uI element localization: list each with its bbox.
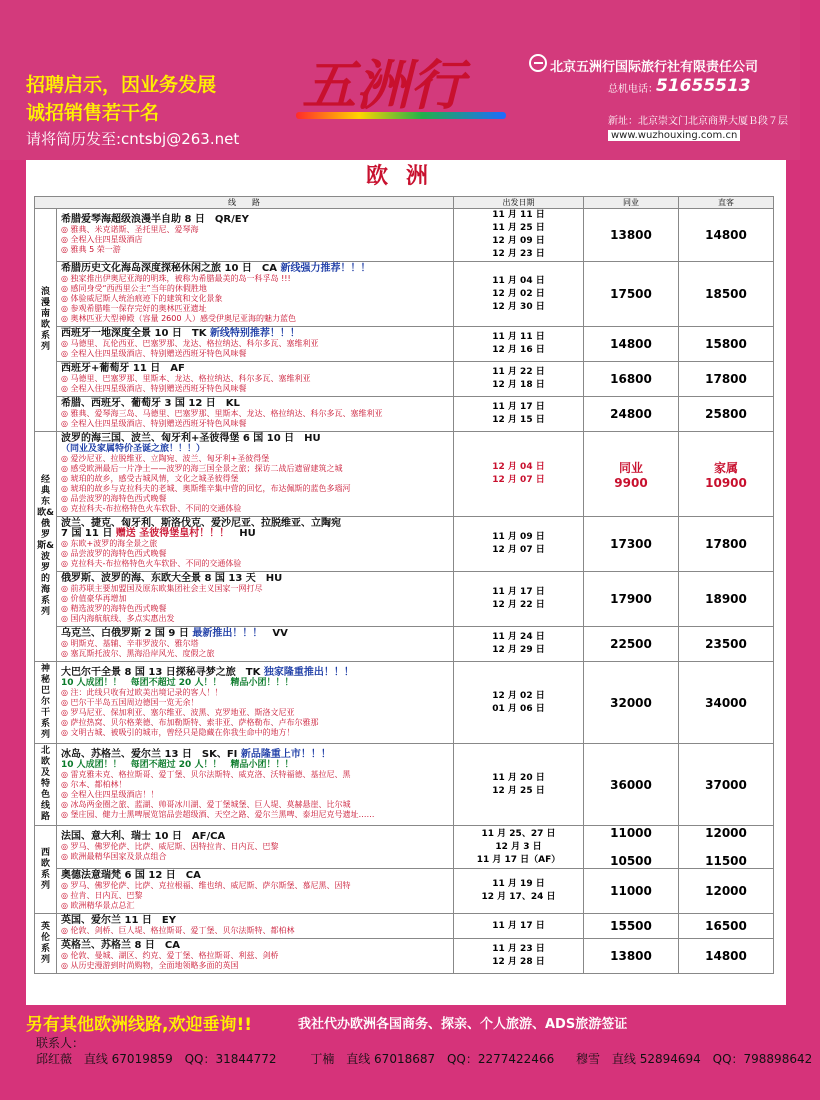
route-item: ◎ 欧洲精华景点总汇 xyxy=(61,901,449,911)
route-name-2: 7 国 11 日 xyxy=(61,528,113,539)
route-title xyxy=(61,434,449,444)
route-title xyxy=(61,399,449,409)
route-item: ◎ 独家推出伊奥尼亚海的明珠，被称为希腊最美的岛一科孚岛 !!! xyxy=(61,274,449,284)
table-row xyxy=(35,397,774,432)
departure-date: 11 月 23 日 xyxy=(492,944,545,954)
route-item: ◎ 全程入住四星级酒店！！ xyxy=(61,790,449,800)
departure-date: 11 月 17 日 xyxy=(492,920,545,931)
route-tag: 最新推出！！！ xyxy=(192,628,263,639)
route-name: 西班牙+葡萄牙 11 日 AF xyxy=(61,363,185,374)
retail-price: 12000 11500 xyxy=(679,826,774,869)
departure-date: 01 月 06 日 xyxy=(492,703,545,714)
departure-date: 12 月 29 日 xyxy=(492,645,545,655)
route-item: ◎ 注：此线只收有过欧美出境记录的客人！！ xyxy=(61,688,449,698)
departure-date: 11 月 11 日 xyxy=(492,210,545,220)
date-cell xyxy=(454,209,584,262)
trade-price: 11000 10500 xyxy=(584,826,679,869)
section-label: 北欧及特色线路 xyxy=(35,744,57,826)
col-retail-price: 直客 xyxy=(679,197,774,209)
departure-date: 12 月 02 日 xyxy=(492,690,545,701)
retail-price: 18900 xyxy=(679,572,774,627)
route-item: ◎ 从历史漫游到时尚购物，全面地领略多面的英国 xyxy=(61,961,449,971)
table-row xyxy=(35,572,774,627)
departure-date: 12 月 04 日 xyxy=(492,462,545,472)
retail-price: 15800 xyxy=(679,327,774,362)
date-cell xyxy=(454,362,584,397)
route-title xyxy=(61,916,449,926)
table-row xyxy=(35,826,774,869)
date-cell xyxy=(454,397,584,432)
route-item: ◎ 价值豪华再增加 xyxy=(61,594,449,604)
contact-qq: QQ：2277422466 xyxy=(446,1052,555,1066)
departure-date: 12 月 15 日 xyxy=(492,415,545,425)
route-cell xyxy=(57,744,454,826)
trade-price: 13800 xyxy=(584,939,679,974)
route-title xyxy=(61,832,449,842)
route-title xyxy=(61,668,449,678)
trade-price: 14800 xyxy=(584,327,679,362)
route-name: 英格兰、苏格兰 8 日 CA xyxy=(61,940,180,951)
departure-date: 11 月 09 日 xyxy=(492,532,545,542)
route-item: ◎ 全程入住四星级酒店 xyxy=(61,235,449,245)
route-item: ◎ 萨拉热窝、贝尔格莱德、布加勒斯特、索非亚、萨格勒布、卢布尔雅那 xyxy=(61,718,449,728)
visa-service: 我社代办欧洲各国商务、探亲、个人旅游、ADS旅游签证 xyxy=(298,1017,628,1032)
table-row xyxy=(35,432,774,517)
contact-name: 邱红薇 xyxy=(36,1052,73,1066)
route-item: ◎ 罗马、佛罗伦萨、比萨、克拉根福、维也纳、威尼斯、萨尔斯堡、慕尼黑、因特 xyxy=(61,881,449,891)
route-title xyxy=(61,574,449,584)
date-cell xyxy=(454,869,584,914)
route-item: ◎ 琥珀的故乡，感受古城风情，文化之城圣彼得堡 xyxy=(61,474,449,484)
route-cell xyxy=(57,517,454,572)
contact-name: 穆雪 xyxy=(576,1052,601,1066)
contact-label: 联系人： xyxy=(36,1036,85,1050)
date-cell xyxy=(454,517,584,572)
route-item: ◎ 雷克雅未克、格拉斯哥、爱丁堡、贝尔法斯特、威克洛、沃特福德、基拉尼、黑 xyxy=(61,770,449,780)
route-item: ◎ 尔本、都柏林！ xyxy=(61,780,449,790)
date-cell xyxy=(454,572,584,627)
route-tag: 新线强力推荐！！！ xyxy=(280,263,371,274)
route-tag: 赠送 圣彼得堡皇村！！！ xyxy=(115,528,230,539)
retail-price: 家属 10900 xyxy=(679,432,774,517)
route-title xyxy=(61,364,449,374)
route-item: ◎ 塞瓦斯托波尔、黑海沿岸风光、度假之旅 xyxy=(61,649,449,659)
route-title xyxy=(61,519,449,539)
route-cell xyxy=(57,939,454,974)
contact-qq: QQ：798898642 xyxy=(712,1052,813,1066)
departure-date: 11 月 17 日（AF） xyxy=(476,854,561,865)
departure-date: 12 月 28 日 xyxy=(492,957,545,967)
route-item: ◎ 拉肯、日内瓦、巴黎 xyxy=(61,891,449,901)
trade-price: 24800 xyxy=(584,397,679,432)
route-item: ◎ 伦敦、剑桥、巨人堤、格拉斯哥、爱丁堡、贝尔法斯特、都柏林 xyxy=(61,926,449,936)
route-item: ◎ 品尝波罗的海特色西式晚餐 xyxy=(61,549,449,559)
route-item: ◎ 全程入住四星级酒店、特别赠送西班牙特色风味餐 xyxy=(61,349,449,359)
route-name: 奥德法意瑞梵 6 国 12 日 CA xyxy=(61,870,201,881)
recruit-line-1: 招聘启示，因业务发展 xyxy=(26,74,217,96)
table-row xyxy=(35,939,774,974)
trade-price: 13800 xyxy=(584,209,679,262)
route-item: ◎ 克拉科夫-布拉格特色火车软卧、不同的交通体验 xyxy=(61,504,449,514)
route-name: 乌克兰、白俄罗斯 2 国 9 日 xyxy=(61,628,189,639)
route-name: 希腊爱琴海超级浪漫半自助 8 日 QR/EY xyxy=(61,214,249,225)
recruit-email: 请将简历发至:cntsbj@263.net xyxy=(26,130,240,148)
trade-price: 32000 xyxy=(584,662,679,744)
route-item: ◎ 爱沙尼亚、拉脱维亚、立陶宛、波兰、匈牙利+圣彼得堡 xyxy=(61,454,449,464)
table-header xyxy=(35,197,774,209)
route-item: ◎ 明斯克、基辅、辛菲罗波尔、雅尔塔 xyxy=(61,639,449,649)
route-item: ◎ 文明古城、被吸引的城市，曾经只是隐藏在你我生命中的地方！ xyxy=(61,728,449,738)
route-cell xyxy=(57,826,454,869)
route-item: ◎ 奥林匹亚大型神殿（容量 2600 人）感受伊奥尼亚海的魅力蓝色 xyxy=(61,314,449,324)
trade-price: 36000 xyxy=(584,744,679,826)
section-label: 西欧系列 xyxy=(35,826,57,914)
route-title xyxy=(61,264,449,274)
route-name: 西班牙一地深度全景 10 日 TK xyxy=(61,328,207,339)
contact-name: 丁楠 xyxy=(310,1052,335,1066)
company-name: 北京五洲行国际旅行社有限责任公司 xyxy=(550,60,759,75)
contact-line: 直线 67019859 xyxy=(83,1052,173,1066)
col-trade-price: 同业 xyxy=(584,197,679,209)
departure-date: 11 月 24 日 xyxy=(492,632,545,642)
route-item: ◎ 东欧+波罗的海全景之旅 xyxy=(61,539,449,549)
table-row xyxy=(35,662,774,744)
route-highlight: 10 人成团！！ 每团不超过 20 人！！ 精品小团！！！ xyxy=(61,677,294,688)
route-name: 大巴尔干全景 8 国 13 日探秘寻梦之旅 TK xyxy=(61,666,261,678)
route-tag: 新品隆重上市！！！ xyxy=(240,748,331,760)
tel-label: 总机电话： xyxy=(608,84,658,95)
departure-date: 11 月 25、27 日 xyxy=(481,828,556,839)
route-name: 俄罗斯、波罗的海、东欧大全景 8 国 13 天 HU xyxy=(61,573,283,584)
date-cell xyxy=(454,826,584,869)
route-item: ◎ 马德里、瓦伦西亚、巴塞罗那、龙达、格拉纳达、科尔多瓦、塞维利亚 xyxy=(61,339,449,349)
section-label: 神秘巴尔干系列 xyxy=(35,662,57,744)
route-sheet xyxy=(26,160,786,1005)
route-cell xyxy=(57,627,454,662)
departure-date: 12 月 02 日 xyxy=(492,288,545,299)
logo-text: 五洲行 xyxy=(302,53,464,117)
trade-price: 11000 xyxy=(584,869,679,914)
trade-price: 17300 xyxy=(584,517,679,572)
route-tag: 独家隆重推出！！！ xyxy=(263,666,354,678)
route-item: ◎ 欧洲最精华国家及景点组合 xyxy=(61,852,449,862)
route-cell xyxy=(57,262,454,327)
trade-price: 17900 xyxy=(584,572,679,627)
route-tag: 新线特别推荐！！！ xyxy=(209,328,300,339)
header xyxy=(0,0,800,160)
departure-date: 12 月 07 日 xyxy=(492,475,545,485)
route-item: ◎ 雅典、米克诺斯、圣托里尼、爱琴海 xyxy=(61,225,449,235)
route-item: ◎ 全程入住四星级酒店、特别赠送西班牙特色风味餐 xyxy=(61,419,449,429)
departure-date: 12 月 07 日 xyxy=(492,545,545,555)
retail-price: 37000 xyxy=(679,744,774,826)
departure-date: 11 月 25 日 xyxy=(492,223,545,233)
trade-price: 同业 9900 xyxy=(584,432,679,517)
table-row xyxy=(35,627,774,662)
tel-number: 51655513 xyxy=(656,76,751,96)
page-title: 欧洲 xyxy=(365,164,446,189)
table-row xyxy=(35,327,774,362)
route-item: ◎ 克拉科夫-布拉格特色火车软卧、不同的交通体验 xyxy=(61,559,449,569)
date-cell xyxy=(454,262,584,327)
departure-date: 12 月 23 日 xyxy=(492,249,545,259)
departure-date: 12 月 3 日 xyxy=(495,841,542,852)
route-cell xyxy=(57,869,454,914)
departure-date: 11 月 22 日 xyxy=(492,367,545,377)
table-body xyxy=(35,209,774,974)
route-title xyxy=(61,871,449,881)
date-cell xyxy=(454,662,584,744)
route-item: ◎ 雅典、爱琴海三岛、马德里、巴塞罗那、里斯本、龙达、格拉纳达、科尔多瓦、塞维利亚 xyxy=(61,409,449,419)
retail-price: 25800 xyxy=(679,397,774,432)
contact-row xyxy=(36,1050,813,1067)
route-airline: VV xyxy=(272,628,288,639)
trade-price: 17500 xyxy=(584,262,679,327)
company-box xyxy=(528,52,788,150)
col-route: 线 路 xyxy=(35,197,454,209)
route-item: ◎ 雅典 5 荣一游 xyxy=(61,245,449,255)
route-cell xyxy=(57,397,454,432)
departure-date: 12 月 17、24 日 xyxy=(481,892,556,902)
route-cell xyxy=(57,432,454,517)
route-title xyxy=(61,329,449,339)
route-item: ◎ 堡庄园、健力士黑啤展览馆品尝超级酒、天空之路、爱尔兰黑啤、泰坦尼克号遗址…… xyxy=(61,810,449,820)
route-item: ◎ 巴尔干半岛五国周边德国一览无余！ xyxy=(61,698,449,708)
route-cell xyxy=(57,209,454,262)
route-cell xyxy=(57,327,454,362)
route-cell xyxy=(57,572,454,627)
departure-date: 12 月 16 日 xyxy=(492,345,545,355)
route-item: ◎ 伦敦、曼城、湖区、约克、爱丁堡、格拉斯哥、利兹、剑桥 xyxy=(61,951,449,961)
route-item: ◎ 感同身受“西西里公主”当年的休假胜地 xyxy=(61,284,449,294)
route-item: ◎ 体验威尼斯人统治痕迹下的建筑和文化景象 xyxy=(61,294,449,304)
recruit-line-2: 诚招销售若干名 xyxy=(26,102,160,124)
departure-date: 11 月 20 日 xyxy=(492,772,545,783)
trade-price: 15500 xyxy=(584,914,679,939)
route-cell xyxy=(57,362,454,397)
table-row xyxy=(35,262,774,327)
route-title xyxy=(61,629,449,639)
departure-date: 11 月 17 日 xyxy=(492,402,545,412)
more-routes: 另有其他欧洲线路,欢迎垂询!! xyxy=(26,1015,252,1035)
date-cell xyxy=(454,627,584,662)
retail-price: 14800 xyxy=(679,939,774,974)
route-name: 希腊、西班牙、葡萄牙 3 国 12 日 KL xyxy=(61,398,240,409)
table-row xyxy=(35,517,774,572)
date-cell xyxy=(454,914,584,939)
route-item: ◎ 前苏联主要加盟国及原东欧集团社会主义国家一网打尽 xyxy=(61,584,449,594)
brand-logo xyxy=(292,40,527,140)
route-name: 法国、意大利、瑞士 10 日 AF/CA xyxy=(61,831,226,842)
contact-line: 直线 67018687 xyxy=(346,1052,436,1066)
route-item: ◎ 马德里、巴塞罗那、里斯本、龙达、格拉纳达、科尔多瓦、塞维利亚 xyxy=(61,374,449,384)
contact-qq: QQ：31844772 xyxy=(184,1052,277,1066)
route-airline: HU xyxy=(239,528,256,539)
route-item: ◎ 罗马尼亚、保加利亚、塞尔维亚、波黑、克罗地亚、斯洛文尼亚 xyxy=(61,708,449,718)
company-logo-icon xyxy=(528,54,548,72)
table-row xyxy=(35,869,774,914)
retail-price: 17800 xyxy=(679,517,774,572)
table-row xyxy=(35,362,774,397)
retail-price: 14800 xyxy=(679,209,774,262)
section-label: 浪漫南欧系列 xyxy=(35,209,57,432)
route-item: ◎ 国内海航航线、多点实惠出发 xyxy=(61,614,449,624)
retail-price: 34000 xyxy=(679,662,774,744)
table-row xyxy=(35,914,774,939)
route-item: ◎ 罗马、佛罗伦萨、比萨、威尼斯、因特拉肯、日内瓦、巴黎 xyxy=(61,842,449,852)
departure-date: 11 月 19 日 xyxy=(492,879,545,889)
route-name: 英国、爱尔兰 11 日 EY xyxy=(61,915,176,926)
retail-price: 12000 xyxy=(679,869,774,914)
departure-date: 11 月 04 日 xyxy=(492,275,545,286)
departure-date: 11 月 17 日 xyxy=(492,587,545,597)
section-label: 经典东欧&俄罗斯&波罗的海系列 xyxy=(35,432,57,662)
route-subtitle: （同业及家属特价圣诞之旅！！！） xyxy=(61,444,206,454)
section-label: 英伦系列 xyxy=(35,914,57,974)
retail-price: 17800 xyxy=(679,362,774,397)
route-name: 希腊历史文化海岛深度探秘休闲之旅 10 日 CA xyxy=(61,263,277,274)
contact-line: 直线 52894694 xyxy=(611,1052,701,1066)
route-cell xyxy=(57,914,454,939)
date-cell xyxy=(454,939,584,974)
date-cell xyxy=(454,327,584,362)
departure-date: 12 月 09 日 xyxy=(492,236,545,246)
route-item: ◎ 全程入住四星级酒店、特别赠送西班牙特色风味餐 xyxy=(61,384,449,394)
route-item: ◎ 精选波罗的海特色西式晚餐 xyxy=(61,604,449,614)
retail-price: 18500 xyxy=(679,262,774,327)
date-cell xyxy=(454,432,584,517)
route-cell xyxy=(57,662,454,744)
route-item: ◎ 品尝波罗的海特色西式晚餐 xyxy=(61,494,449,504)
departure-date: 12 月 18 日 xyxy=(492,380,545,390)
table-row xyxy=(35,744,774,826)
table-row xyxy=(35,209,774,262)
trade-price: 22500 xyxy=(584,627,679,662)
departure-date: 12 月 22 日 xyxy=(492,600,545,610)
date-cell xyxy=(454,744,584,826)
route-table xyxy=(34,196,774,974)
route-highlight: 10 人成团！！ 每团不超过 20 人！！ 精品小团！！！ xyxy=(61,759,294,770)
route-title xyxy=(61,941,449,951)
trade-price: 16800 xyxy=(584,362,679,397)
route-title xyxy=(61,750,449,760)
route-item: ◎ 感受欧洲最后一片净土——波罗的海三国全景之旅；探访二战后遗留建筑之城 xyxy=(61,464,449,474)
departure-date: 12 月 25 日 xyxy=(492,785,545,796)
website[interactable]: www.wuzhouxing.com.cn xyxy=(608,130,740,141)
route-name: 波兰、捷克、匈牙利、斯洛伐克、爱沙尼亚、拉脱维亚、立陶宛 xyxy=(61,518,341,529)
departure-date: 12 月 30 日 xyxy=(492,301,545,312)
route-name: 冰岛、苏格兰、爱尔兰 13 日 SK、FI xyxy=(61,748,238,760)
route-name: 波罗的海三国、波兰、匈牙利+圣彼得堡 6 国 10 日 HU xyxy=(61,433,321,444)
route-item: ◎ 参观希腊唯一保存完好的奥林匹亚遗址 xyxy=(61,304,449,314)
retail-price: 23500 xyxy=(679,627,774,662)
retail-price: 16500 xyxy=(679,914,774,939)
address: 新址：北京崇文门北京商界大厦Ｂ段７层 xyxy=(608,116,788,127)
route-item: ◎ 冰岛两金圈之旅、蓝湖、帅哥冰川湖、爱丁堡城堡、巨人堤、莫赫悬崖、比尔城 xyxy=(61,800,449,810)
route-item: ◎ 琥珀的故乡与克拉科夫的老城、奥斯维辛集中营的回忆，布达佩斯的蓝色多瑙河 xyxy=(61,484,449,494)
col-date: 出发日期 xyxy=(454,197,584,209)
departure-date: 11 月 11 日 xyxy=(492,332,545,342)
route-title xyxy=(61,215,449,225)
